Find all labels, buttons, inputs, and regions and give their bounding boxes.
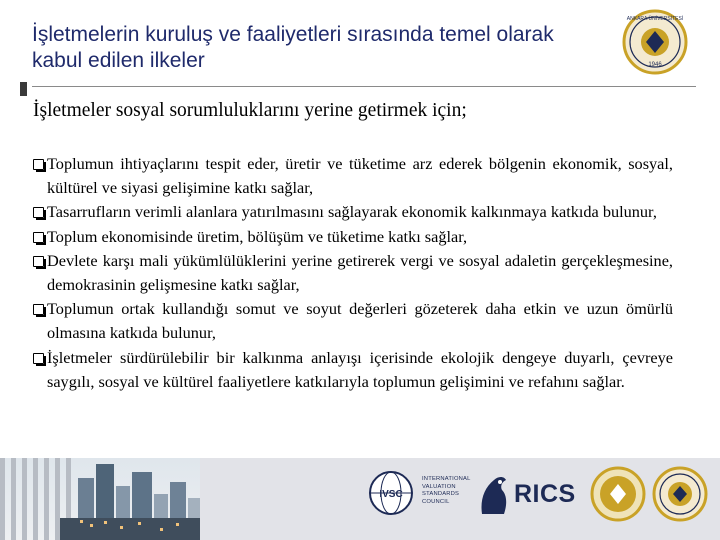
list-item-text: Toplumun ihtiyaçlarını tespit eder, üretir ve tüketime arz ederek bölgenin ekonomik, sosyal, kültürel ve siyasi gelişimine katkı sağlar, [47,154,673,198]
seal-year: 1946 [648,62,662,68]
gold-seal-logo [590,464,646,524]
slide-title-line-1: İşletmelerin kuruluş ve faaliyetleri sırasında temel olarak [32,23,554,46]
list-item [33,200,673,224]
ivsc-line: COUNCIL [422,498,450,505]
university-footer-seal-logo [652,464,708,524]
square-bullet-icon [33,256,44,267]
list-item [33,346,673,394]
list-item [33,297,673,345]
ivsc-line: INTERNATIONAL [422,476,471,482]
list-item-text: Devlete karşı mali yükümlülüklerini yerine getirerek vergi ve sosyal adaletin gerçekleşmesine, demokrasinin gelişmesine katkı sağlar, [47,250,673,295]
title-accent-bar [20,82,27,96]
list-item-text: Toplumun ortak kullandığı somut ve soyut değerleri gözeterek daha etkin ve uzun ömürlü olmasına katkıda bulunur, [47,299,673,343]
rics-wordmark: RICS [514,480,576,508]
list-item [33,225,673,249]
list-item-text: Tasarrufların verimli alanlara yatırılmasını sağlayarak ekonomik kalkınmaya katkıda bulunur, [47,202,657,222]
section-subtitle: İşletmeler sosyal sorumluluklarını yerine getirmek için; [33,100,467,121]
square-bullet-icon [33,159,44,170]
ivsc-globe-logo [368,470,414,516]
square-bullet-icon [33,353,44,364]
slide-title [32,22,652,74]
bullet-list [33,152,673,394]
ivsc-line: STANDARDS [422,491,460,497]
seal-top-text: ANKARA ÜNİVERSİTESİ [626,16,684,22]
ivsc-line: VALUATION [422,483,456,490]
square-bullet-icon [33,304,44,315]
slide-title-line-2: kabul edilen ilkeler [32,49,205,72]
square-bullet-icon [33,232,44,243]
city-skyline-image [0,458,200,540]
list-item [33,152,673,200]
list-item-text: Toplum ekonomisinde üretim, bölüşüm ve tüketime katkı sağlar, [47,226,468,246]
list-item [33,249,673,297]
list-item-text: İşletmeler sürdürülebilir bir kalkınma anlayışı içerisinde ekolojik dengeye duyarlı, çevreye saygılı, sosyal ve kültürel faaliyetlere katkılarıyla toplumun gelişimini ve refahını sağlar. [47,347,673,391]
ivsc-logo-text: IVSC [379,489,403,500]
university-seal-logo [622,4,688,80]
title-divider [32,86,696,87]
square-bullet-icon [33,207,44,218]
rics-lion-icon [474,470,514,518]
